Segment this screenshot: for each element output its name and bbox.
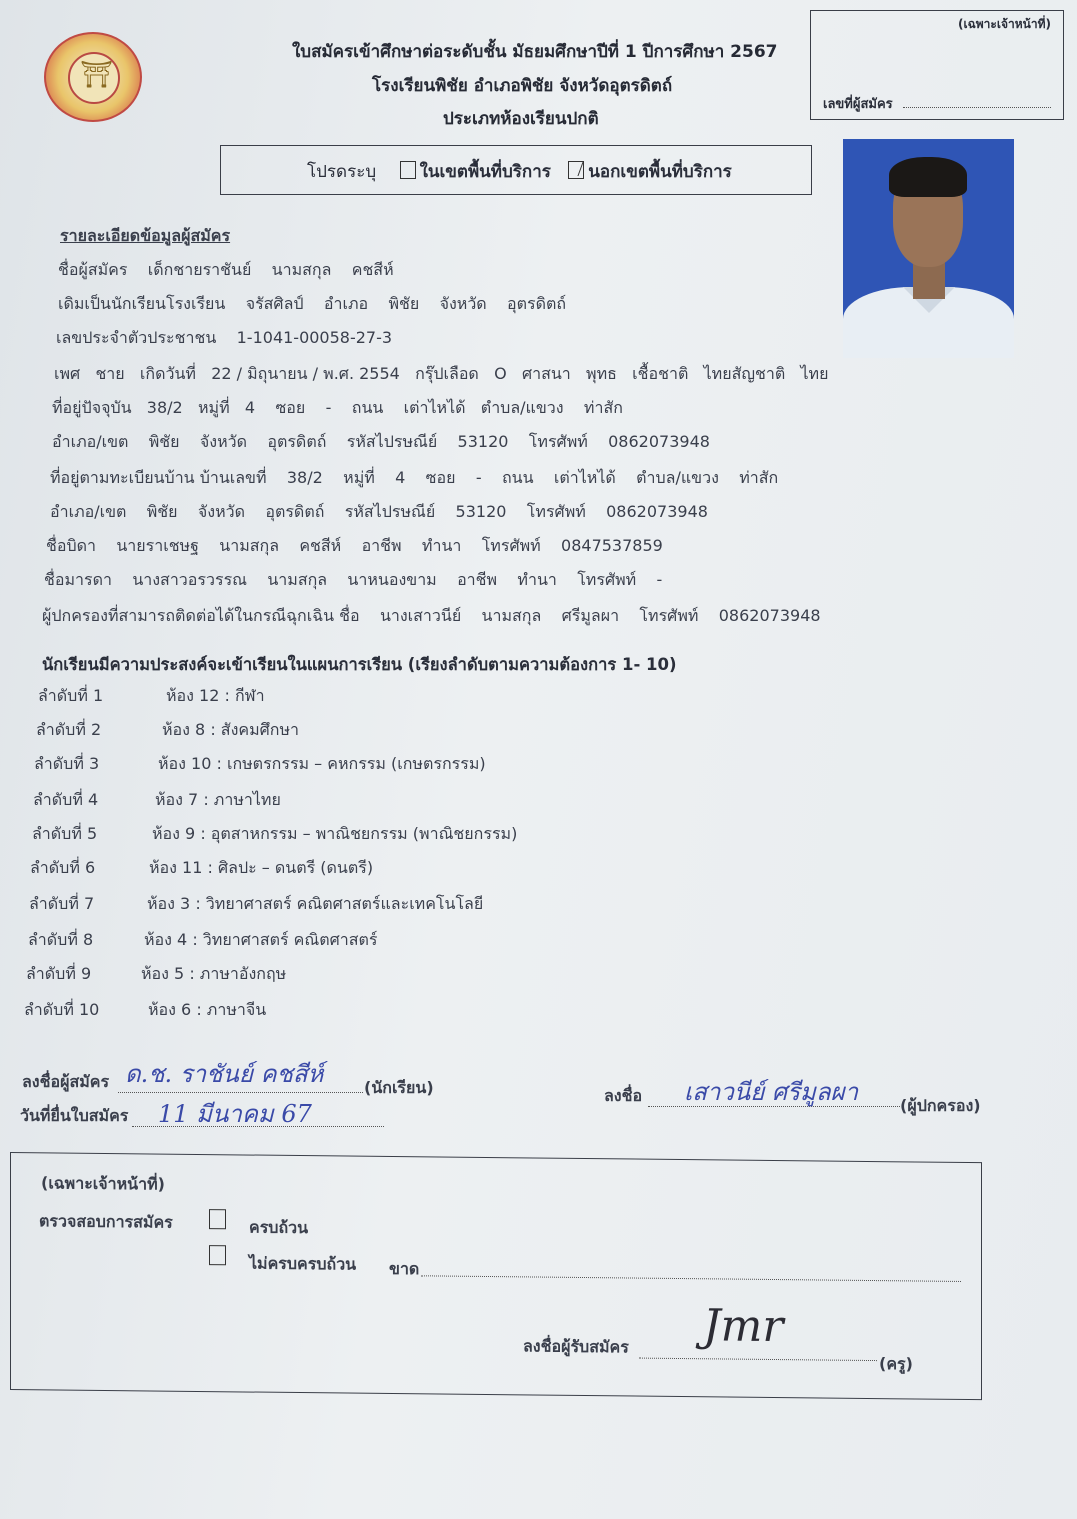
check-label: ตรวจสอบการสมัคร — [39, 1211, 173, 1232]
guardian-role: (ผู้ปกครอง) — [900, 1096, 981, 1115]
guardian-signature: เสาวนีย์ ศรีมูลผา — [684, 1078, 859, 1106]
applicant-photo — [843, 139, 1014, 358]
out-area-checkbox[interactable] — [568, 161, 584, 179]
office-label-bottom: (เฉพาะเจ้าหน้าที่) — [41, 1173, 165, 1194]
in-area-checkbox[interactable] — [400, 161, 416, 179]
registered-address-row-2: อำเภอ/เขต พิชัย จังหวัด อุตรดิตถ์ รหัสไปรษณีย์ 53120 โทรศัพท์ 0862073948 — [50, 502, 708, 521]
out-area-label: นอกเขตพื้นที่บริการ — [588, 162, 732, 182]
in-area-label: ในเขตพื้นที่บริการ — [419, 162, 551, 182]
receiver-role: (ครู) — [879, 1354, 913, 1374]
receiver-signature: Jmr — [703, 1300, 784, 1353]
preference-rank: ลำดับที่ 6 — [30, 858, 96, 877]
preference-plan: ห้อง 10 : เกษตรกรรม – คหกรรม (เกษตรกรรม) — [158, 754, 486, 773]
citizen-id: 1-1041-00058-27-3 — [236, 328, 393, 347]
preference-plan: ห้อง 8 : สังคมศึกษา — [162, 720, 299, 739]
submit-date: 11 มีนาคม 67 — [158, 1100, 312, 1128]
guardian-row: ผู้ปกครองที่สามารถติดต่อได้ในกรณีฉุกเฉิน ชื่อ นางเสาวนีย์ นามสกุล ศรีมูลผา โทรศัพท์ 0862073948 — [42, 606, 821, 625]
preference-rank: ลำดับที่ 3 — [34, 754, 100, 773]
preference-rank: ลำดับที่ 5 — [32, 824, 98, 843]
school-seal-logo — [44, 32, 142, 122]
preference-rank: ลำดับที่ 1 — [38, 686, 104, 705]
office-box-top — [810, 10, 1064, 120]
missing-label: ขาด — [389, 1258, 420, 1279]
preferences-title: นักเรียนมีความประสงค์จะเข้าเรียนในแผนการเรียน (เรียงลำดับตามความต้องการ 1- 10) — [42, 655, 677, 674]
preference-plan: ห้อง 11 : ศิลปะ – ดนตรี (ดนตรี) — [149, 858, 374, 877]
applicant-name-row: ชื่อผู้สมัคร เด็กชายราชันย์ นามสกุล คชสีห์ — [58, 260, 394, 279]
applicant-no-field[interactable] — [903, 107, 1051, 108]
applicant-signature: ด.ช. ราชันย์ คชสีห์ — [125, 1060, 324, 1088]
area-prompt: โปรดระบุ — [307, 162, 377, 182]
prev-school-row: เดิมเป็นนักเรียนโรงเรียน จรัสศิลป์ อำเภอ พิชัย จังหวัด อุตรดิตถ์ — [58, 294, 567, 313]
preference-rank: ลำดับที่ 10 — [24, 1000, 100, 1019]
area-selection-box — [220, 145, 812, 195]
preference-plan: ห้อง 12 : กีฬา — [166, 686, 265, 705]
preference-rank: ลำดับที่ 8 — [28, 930, 94, 949]
current-address-row-2: อำเภอ/เขต พิชัย จังหวัด อุตรดิตถ์ รหัสไปรษณีย์ 53120 โทรศัพท์ 0862073948 — [52, 432, 710, 451]
preference-plan: ห้อง 7 : ภาษาไทย — [155, 790, 281, 809]
preference-rank: ลำดับที่ 4 — [33, 790, 99, 809]
applicant-surname: คชสีห์ — [351, 260, 394, 279]
receiver-sign-label: ลงชื่อผู้รับสมัคร — [523, 1336, 629, 1357]
id-row: เลขประจำตัวประชาชน 1-1041-00058-27-3 — [56, 328, 393, 347]
room-type: ประเภทห้องเรียนปกติ — [443, 109, 599, 129]
receiver-sign-line[interactable] — [639, 1358, 877, 1361]
father-row: ชื่อบิดา นายราเชษฐ นามสกุล คชสีห์ อาชีพ ทำนา โทรศัพท์ 0847537859 — [46, 536, 663, 555]
complete-checkbox[interactable] — [209, 1209, 226, 1229]
current-address-row-1: ที่อยู่ปัจจุบัน 38/2 หมู่ที่ 4 ซอย - ถนน เต่าไหได้ ตำบล/แขวง ท่าสัก — [52, 398, 623, 417]
details-section-title: รายละเอียดข้อมูลผู้สมัคร — [60, 226, 231, 245]
preference-rank: ลำดับที่ 2 — [36, 720, 102, 739]
applicant-name: เด็กชายราชันย์ — [147, 260, 252, 279]
preference-plan: ห้อง 5 : ภาษาอังกฤษ — [141, 964, 287, 983]
school-name: โรงเรียนพิชัย อำเภอพิชัย จังหวัดอุตรดิตถ์ — [372, 76, 673, 96]
personal-row: เพศ ชาย เกิดวันที่ 22 / มิถุนายน / พ.ศ. 2554 กรุ๊ปเลือด O ศาสนา พุทธ เชื้อชาติ ไทยสัญชาติ ไทย — [54, 364, 829, 383]
missing-line[interactable] — [421, 1275, 961, 1282]
office-label-top: (เฉพาะเจ้าหน้าที่) — [958, 17, 1051, 31]
preference-plan: ห้อง 3 : วิทยาศาสตร์ คณิตศาสตร์และเทคโนโลยี — [147, 894, 484, 913]
applicant-sign-label: ลงชื่อผู้สมัคร — [22, 1072, 110, 1091]
preference-rank: ลำดับที่ 7 — [29, 894, 95, 913]
form-title: ใบสมัครเข้าศึกษาต่อระดับชั้น มัธยมศึกษาปีที่ 1 ปีการศึกษา 2567 — [292, 42, 778, 62]
office-box-bottom — [10, 1152, 982, 1400]
preference-plan: ห้อง 9 : อุตสาหกรรม – พาณิชยกรรม (พาณิชยกรรม) — [152, 824, 518, 843]
registered-address-row-1: ที่อยู่ตามทะเบียนบ้าน บ้านเลขที่ 38/2 หมู่ที่ 4 ซอย - ถนน เต่าไหได้ ตำบล/แขวง ท่าสัก — [50, 468, 779, 487]
incomplete-label: ไม่ครบครบถ้วน — [249, 1253, 357, 1274]
applicant-role: (นักเรียน) — [364, 1078, 434, 1097]
mother-row: ชื่อมารดา นางสาวอรวรรณ นามสกุล นาหนองขาม อาชีพ ทำนา โทรศัพท์ - — [44, 570, 663, 589]
submit-date-label: วันที่ยื่นใบสมัคร — [20, 1106, 129, 1125]
preference-plan: ห้อง 6 : ภาษาจีน — [148, 1000, 267, 1019]
applicant-no-label: เลขที่ผู้สมัคร — [823, 97, 893, 112]
guardian-sign-label: ลงชื่อ — [604, 1086, 643, 1105]
incomplete-checkbox[interactable] — [209, 1245, 226, 1265]
complete-label: ครบถ้วน — [249, 1217, 309, 1238]
preference-plan: ห้อง 4 : วิทยาศาสตร์ คณิตศาสตร์ — [144, 930, 378, 949]
prev-school: จรัสศิลป์ — [245, 294, 304, 313]
birth-date: 22 / มิถุนายน / พ.ศ. 2554 — [211, 364, 400, 383]
preference-rank: ลำดับที่ 9 — [26, 964, 92, 983]
